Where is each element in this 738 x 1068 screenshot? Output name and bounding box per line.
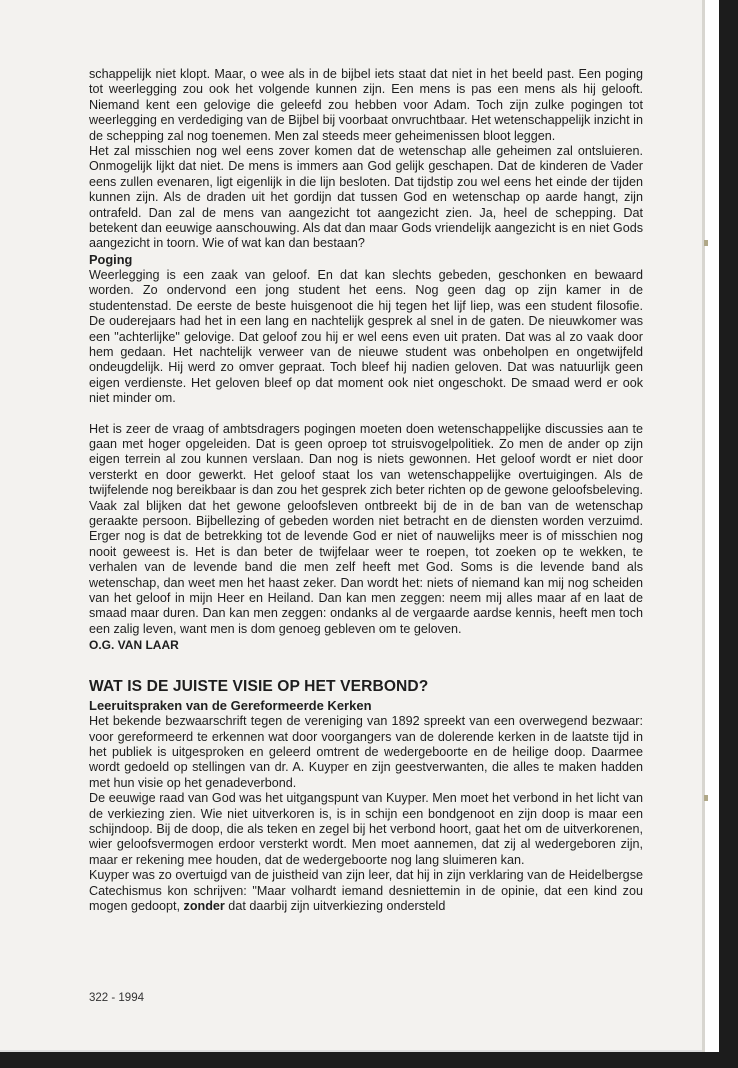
body-paragraph: Het is zeer de vraag of ambtsdragers pogingen moeten doen wetenschappelijke discussies aan te gaan met hoger opgeleiden. Dat is geen oproep tot struisvogelpolitiek. Zo men de ander op zijn eigen terrein al zou kunnen verslaan. Dan nog is niets gewonnen. Het geloof wordt er niet door versterkt en door gewerkt. Het geloof staat los van wetenschappelijke overtuigingen. Als de twijfelende nog bereikbaar is dan zou het gesprek zich beter richten op de gewone geloofsbeleving. Vaak zal blijken dat het gewone geloofsleven ontbreekt bij de in de ban van de wetenschap geraakte persoon. Bijbellezing of gebeden worden niet betracht en de diensten worden verzuimd. Erger nog is dat de betrekking tot de levende God er niet of nauwelijks meer is of misschien nog nooit geweest is. Het is dan beter de twijfelaar weer te roepen, tot zoeken op te wekken, te verhalen van de levende band die men zelf heeft met God. Soms is die levende band als wetenschap, dan weet men het haast zeker. Dan wordt het: niets of niemand kan mij nog scheiden van het geloof in mijn Heer en Heiland. Dan kan men zeggen: neem mij alles maar af en laat de smaad maar duren. Dan kan men zeggen: ondanks al de vergaarde aardse kennis, heeft men toch een zalig leven, want men is dom genoeg gebleven om te geloven. [89, 421, 643, 636]
page-number: 322 - 1994 [89, 992, 144, 1004]
body-paragraph: Het zal misschien nog wel eens zover komen dat de wetenschap alle geheimen zal ontsluieren. Onmogelijk lijkt dat niet. De mens is immers aan God gelijk geschapen. Dat de kinderen de Vader eens zullen evenaren, ligt eigenlijk in die lijn besloten. Dat tijdstip zou wel eens het einde der tijden kunnen zijn. Als de draden uit het gordijn dat tussen God en wetenschap op aarde hangt, zijn ontrafeld. Dan zal de mens van aangezicht tot aangezicht zien. Ja, heel de schepping. Dat betekent dan eeuwige aanschouwing. Als dat dan maar Gods vriendelijk aangezicht is en niet Gods aangezicht in toorn. Wie of wat kan dan bestaan? [89, 144, 643, 251]
section-subheading: Poging [89, 251, 133, 267]
binding-mark [704, 795, 708, 801]
body-paragraph: Weerlegging is een zaak van geloof. En dat kan slechts gebeden, geschonken en bewaard worden. Zo ondervond een jong student het eens. Nog geen dag op zijn kamer in de studentenstad. De eerste de beste huisgenoot die hij tegen het lijf liep, was een student filosofie. De ouderejaars had het in een lang en nachtelijk gesprek al snel in de gaten. De nieuwkomer was een "achterlijke" gelovige. Dat geloof zou hij er wel eens even uit praten. Dat was al zo vaak door hem gedaan. Het nachtelijk verweer van de nieuwe student was onbeholpen en ongetwijfeld ondeugdelijk. Hij werd zo omver gepraat. Toch bleef hij nadien geloven. Dat was natuurlijk geen eigen verdienste. Het geloven bleef op dat moment ook niet ongeschokt. De smaad werd er ook niet minder om. [89, 267, 643, 406]
binding-mark [704, 240, 708, 246]
body-paragraph: schappelijk niet klopt. Maar, o wee als in de bijbel iets staat dat niet in het beeld past. Een poging tot weerlegging zou ook het volgende kunnen zijn. Een mens is pas een mens als hij gelooft. Niemand kent een gelovige die geleefd zou hebben voor Adam. Toch zijn zulke pogingen tot weerlegging en verdediging van de Bijbel bij voorbaat onvruchtbaar. Het wetenschappelijk inzicht in de schepping zal nog toenemen. Men zal steeds meer geheimenissen bloot leggen. [89, 67, 643, 143]
body-paragraph: Het bekende bezwaarschrift tegen de vereniging van 1892 spreekt van een overwegend bezwaar: voor gereformeerd te erkennen wat door voorgangers van de dolerende kerken in de laatste tijd in het publiek is uitgesproken en geleerd omtrent de wedergeboorte en de heilige doop. Daarmee wordt gedoeld op stellingen van dr. A. Kuyper en zijn geestverwanten, die alles te maken hadden met hun visie op het genadeverbond. [89, 714, 643, 790]
paragraph-gap [89, 407, 643, 422]
author-signature: O.G. VAN LAAR [89, 638, 179, 653]
text-run: dat daarbij zijn uitverkiezing ondersteld [224, 899, 446, 914]
article-title: WAT IS DE JUISTE VISIE OP HET VERBOND? [89, 678, 429, 696]
page-content [89, 67, 643, 915]
bold-emphasis: zonder [183, 899, 225, 914]
scan-edge-bottom [0, 1052, 720, 1068]
body-paragraph: De eeuwige raad van God was het uitgangspunt van Kuyper. Men moet het verbond in het licht van de verkiezing zien. Wie niet uitverkoren is, is in schijn een bondgenoot en zijn doop is maar een schijndoop. Bij de doop, die als teken en zegel bij het verbond hoort, gaat het om de uitverkorenen, wier geloofsvermogen erdoor versterkt wordt. Men moet aannemen, dat zij al wedergeboren zijn, maar er rekening mee houden, dat de wedergeboorte nog lang sluimeren kan. [89, 791, 643, 867]
scan-edge-right [705, 0, 738, 1068]
article-subtitle: Leeruitspraken van de Gereformeerde Kerken [89, 698, 372, 714]
body-paragraph [89, 868, 643, 914]
text-run: Kuyper was zo overtuigd van de juistheid van zijn leer, dat hij in zijn verklaring van de Heidelbergse Catechismus kon schrijven: "Maar volhardt iemand desniettemin in de opinie, dat een kind zou mogen gedoopt, [89, 868, 643, 914]
